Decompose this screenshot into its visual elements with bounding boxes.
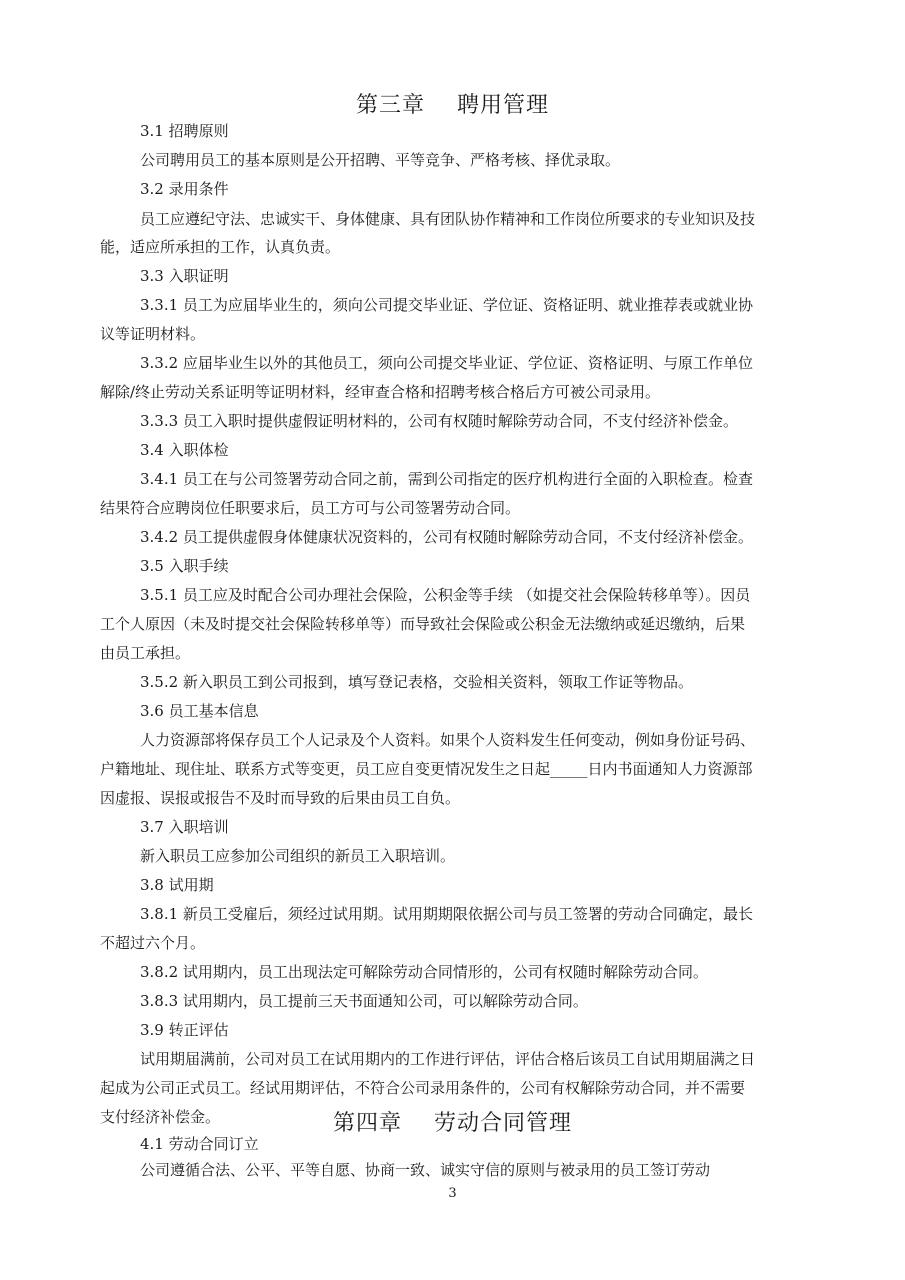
paragraph-line: 解除/终止劳动关系证明等证明材料，经审查合格和招聘考核合格后方可被公司录用。 <box>100 383 661 401</box>
paragraph-line: 结果符合应聘岗位任职要求后，员工方可与公司签署劳动合同。 <box>100 499 521 517</box>
section-heading: 3.2 录用条件 <box>140 180 229 198</box>
paragraph-line: 3.3.1 员工为应届毕业生的，须向公司提交毕业证、学位证、资格证明、就业推荐表或就业协 <box>140 296 753 314</box>
paragraph-line: 试用期届满前，公司对员工在试用期内的工作进行评估，评估合格后该员工自试用期届满之日 <box>140 1050 756 1068</box>
paragraph-line: 3.3.3 员工入职时提供虚假证明材料的，公司有权随时解除劳动合同，不支付经济补偿金。 <box>140 412 738 430</box>
paragraph-line: 公司遵循合法、公平、平等自愿、协商一致、诚实守信的原则与被录用的员工签订劳动 <box>140 1161 711 1179</box>
section-heading: 3.7 入职培训 <box>140 818 229 836</box>
paragraph-line: 公司聘用员工的基本原则是公开招聘、平等竞争、严格考核、择优录取。 <box>140 151 621 169</box>
paragraph-line: 3.3.2 应届毕业生以外的其他员工，须向公司提交毕业证、学位证、资格证明、与原工作单位 <box>140 354 753 372</box>
section-heading: 3.6 员工基本信息 <box>140 702 259 720</box>
paragraph-line: 不超过六个月。 <box>100 934 206 952</box>
section-heading: 3.5 入职手续 <box>140 557 229 575</box>
page-number: 3 <box>448 1186 457 1201</box>
paragraph-line: 支付经济补偿金。 <box>100 1108 221 1126</box>
section-heading: 3.1 招聘原则 <box>140 122 229 140</box>
paragraph-line: 人力资源部将保存员工个人记录及个人资料。如果个人资料发生任何变动，例如身份证号码、 <box>140 731 756 749</box>
section-heading: 3.3 入职证明 <box>140 267 229 285</box>
paragraph-line: 由员工承担。 <box>100 644 191 662</box>
paragraph-line: 3.8.1 新员工受雇后，须经过试用期。试用期期限依据公司与员工签署的劳动合同确定，最长 <box>140 905 753 923</box>
chapter-3-title: 第三章 聘用管理 <box>356 93 549 118</box>
paragraph-line: 3.4.1 员工在与公司签署劳动合同之前，需到公司指定的医疗机构进行全面的入职检查。检查 <box>140 470 753 488</box>
paragraph-line: 户籍地址、现住址、联系方式等变更，员工应自变更情况发生之日起_____日内书面通知人力资源部 <box>100 760 753 778</box>
paragraph-line: 起成为公司正式员工。经试用期评估，不符合公司录用条件的，公司有权解除劳动合同，并不需要 <box>100 1079 746 1097</box>
paragraph-line: 3.4.2 员工提供虚假身体健康状况资料的，公司有权随时解除劳动合同，不支付经济补偿金。 <box>140 528 753 546</box>
section-heading: 4.1 劳动合同订立 <box>140 1135 259 1153</box>
section-heading: 3.9 转正评估 <box>140 1021 229 1039</box>
paragraph-line: 3.8.2 试用期内，员工出现法定可解除劳动合同情形的，公司有权随时解除劳动合同。 <box>140 963 708 981</box>
paragraph-line: 议等证明材料。 <box>100 325 206 343</box>
paragraph-line: 员工应遵纪守法、忠诚实干、身体健康、具有团队协作精神和工作岗位所要求的专业知识及技 <box>140 210 756 228</box>
paragraph-line: 新入职员工应参加公司组织的新员工入职培训。 <box>140 847 456 865</box>
chapter-4-title: 第四章 劳动合同管理 <box>333 1111 572 1136</box>
section-heading: 3.4 入职体检 <box>140 441 229 459</box>
paragraph-line: 因虚报、误报或报告不及时而导致的后果由员工自负。 <box>100 789 461 807</box>
paragraph-line: 3.5.2 新入职员工到公司报到，填写登记表格，交验相关资料，领取工作证等物品。 <box>140 673 693 691</box>
paragraph-line: 3.8.3 试用期内，员工提前三天书面通知公司，可以解除劳动合同。 <box>140 992 588 1010</box>
section-heading: 3.8 试用期 <box>140 876 214 894</box>
paragraph-line: 3.5.1 员工应及时配合公司办理社会保险，公积金等手续 （如提交社会保险转移单等）。因员 <box>140 586 751 604</box>
paragraph-line: 工个人原因（未及时提交社会保险转移单等）而导致社会保险或公积金无法缴纳或延迟缴纳，后果 <box>100 615 746 633</box>
paragraph-line: 能，适应所承担的工作，认真负责。 <box>100 238 341 256</box>
